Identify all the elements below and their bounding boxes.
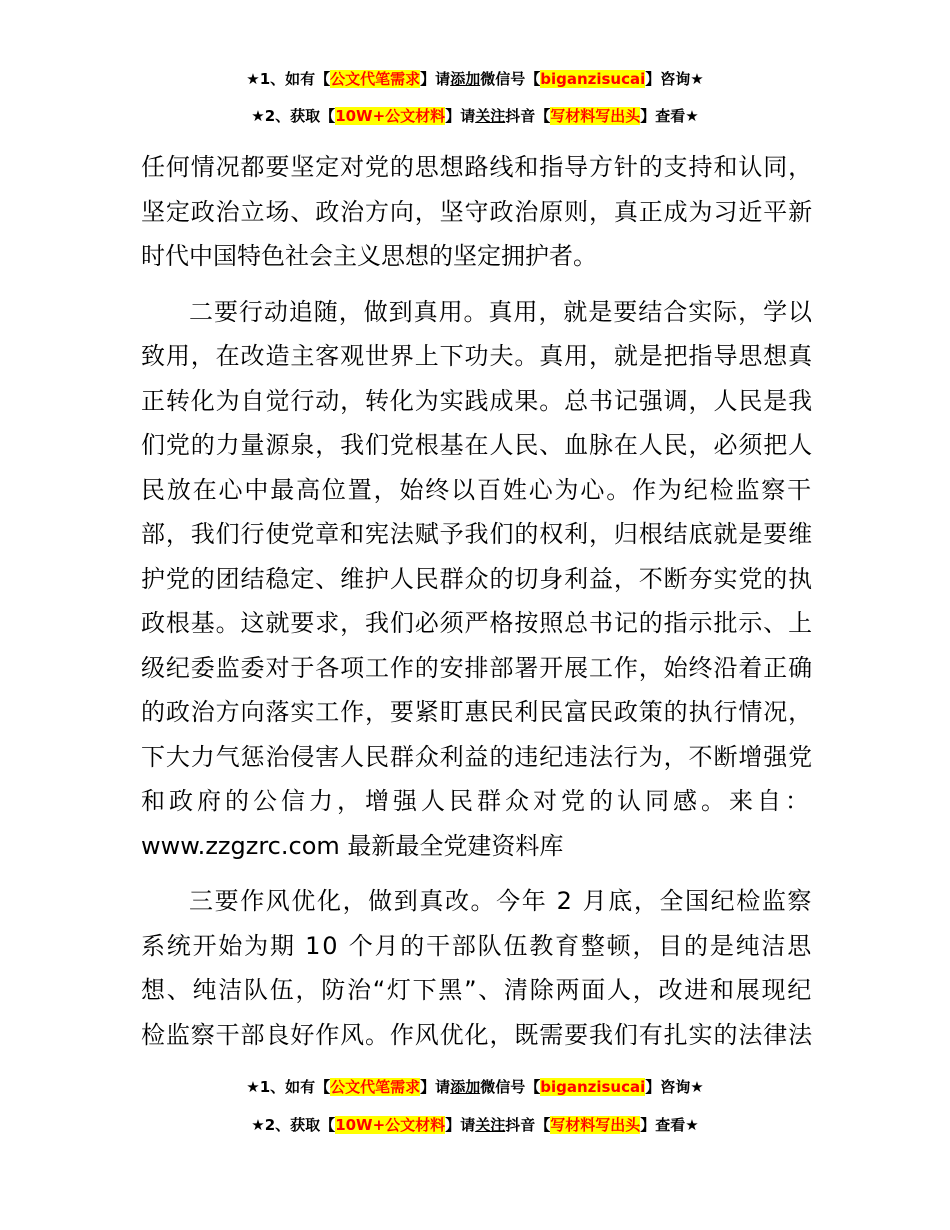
header-line-1-text2: 微信号【	[480, 70, 541, 88]
paragraph-line: 致用，在改造主客观世界上下功夫。真用，就是把指导思想真	[141, 342, 813, 370]
footer-line-2-text: 】请	[445, 1116, 476, 1134]
header-line-2-prefix: ★2、获取【	[251, 107, 336, 125]
paragraph-line: 任何情况都要坚定对党的思想路线和指导方针的支持和认同，	[141, 153, 813, 181]
footer-line-1-underline: 添加	[450, 1078, 481, 1096]
header-line-1-wechat-id: biganzisucai	[540, 70, 646, 88]
footer-line-1-prefix: ★1、如有【	[246, 1078, 331, 1096]
header-line-1-underline: 添加	[450, 70, 481, 88]
header-line-2-underline: 关注	[475, 107, 506, 125]
footer-line-1-text: 】请	[420, 1078, 451, 1096]
paragraph-line: 政根基。这就要求，我们必须严格按照总书记的指示批示、上	[141, 609, 813, 637]
paragraph-line: 时代中国特色社会主义思想的坚定拥护者。	[141, 242, 597, 270]
paragraph-line: 的政治方向落实工作，要紧盯惠民利民富民政策的执行情况，	[141, 698, 813, 726]
footer-line-2-highlight-materials: 10W+公文材料	[335, 1116, 446, 1134]
header-line-2-suffix: 】查看★	[640, 107, 699, 125]
footer-line-1	[0, 1076, 950, 1098]
paragraph-3	[141, 879, 813, 1057]
paragraph-line: 民放在心中最高位置，始终以百姓心为心。作为纪检监察干	[141, 475, 813, 504]
paragraph-line: 坚定政治立场、政治方向，坚守政治原则，真正成为习近平新	[141, 197, 813, 226]
paragraph-line: 护党的团结稳定、维护人民群众的切身利益，不断夯实党的执	[141, 564, 813, 593]
paragraph-line: 下大力气惩治侵害人民群众利益的违纪违法行为，不断增强党	[141, 742, 813, 771]
paragraph-line: 二要行动追随，做到真用。真用，就是要结合实际，学以	[189, 297, 813, 326]
header-line-2-highlight-materials: 10W+公文材料	[335, 107, 446, 125]
paragraph-line: 检监察干部良好作风。作风优化，既需要我们有扎实的法律法	[141, 1020, 813, 1049]
document-body	[141, 145, 813, 1068]
paragraph-line: 三要作风优化，做到真改。今年 2 月底，全国纪检监察	[189, 887, 813, 915]
header-line-2-text2: 抖音【	[505, 107, 551, 125]
source-link-text: www.zzgzrc.com 最新最全党建资料库	[141, 831, 564, 860]
header-line-2	[0, 105, 950, 127]
footer-line-2-douyin-id: 写材料写出头	[550, 1116, 641, 1134]
paragraph-line: 正转化为自觉行动，转化为实践成果。总书记强调，人民是我	[141, 386, 813, 415]
footer-line-1-wechat-id: biganzisucai	[540, 1078, 646, 1096]
footer-line-2-prefix: ★2、获取【	[251, 1116, 336, 1134]
footer-line-1-text2: 微信号【	[480, 1078, 541, 1096]
header-line-1-prefix: ★1、如有【	[246, 70, 331, 88]
header-line-2-text: 】请	[445, 107, 476, 125]
footer-line-2-suffix: 】查看★	[640, 1116, 699, 1134]
paragraph-line: 想、纯洁队伍，防治“灯下黑”、清除两面人，改进和展现纪	[141, 976, 813, 1004]
header-line-2-douyin-id: 写材料写出头	[550, 107, 641, 125]
header-line-1-highlight-service: 公文代笔需求	[330, 70, 421, 88]
paragraph-1	[141, 145, 813, 279]
header-line-1	[0, 68, 950, 90]
header-line-1-suffix: 】咨询★	[645, 70, 704, 88]
footer-line-1-highlight-service: 公文代笔需求	[330, 1078, 421, 1096]
footer-line-2-underline: 关注	[475, 1116, 506, 1134]
paragraph-line: 们党的力量源泉，我们党根基在人民、血脉在人民，必须把人	[141, 431, 813, 459]
paragraph-line: 部，我们行使党章和宪法赋予我们的权利，归根结底就是要维	[141, 520, 813, 548]
paragraph-line: 级纪委监委对于各项工作的安排部署开展工作，始终沿着正确	[141, 653, 813, 682]
footer-line-1-suffix: 】咨询★	[645, 1078, 704, 1096]
paragraph-line: 系统开始为期 10 个月的干部队伍教育整顿，目的是纯洁思	[141, 931, 813, 960]
header-line-1-text: 】请	[420, 70, 451, 88]
paragraph-2	[141, 290, 813, 869]
footer-line-2	[0, 1114, 950, 1136]
footer-line-2-text2: 抖音【	[505, 1116, 551, 1134]
paragraph-line: 和政府的公信力，增强人民群众对党的认同感。来自：	[141, 787, 813, 815]
